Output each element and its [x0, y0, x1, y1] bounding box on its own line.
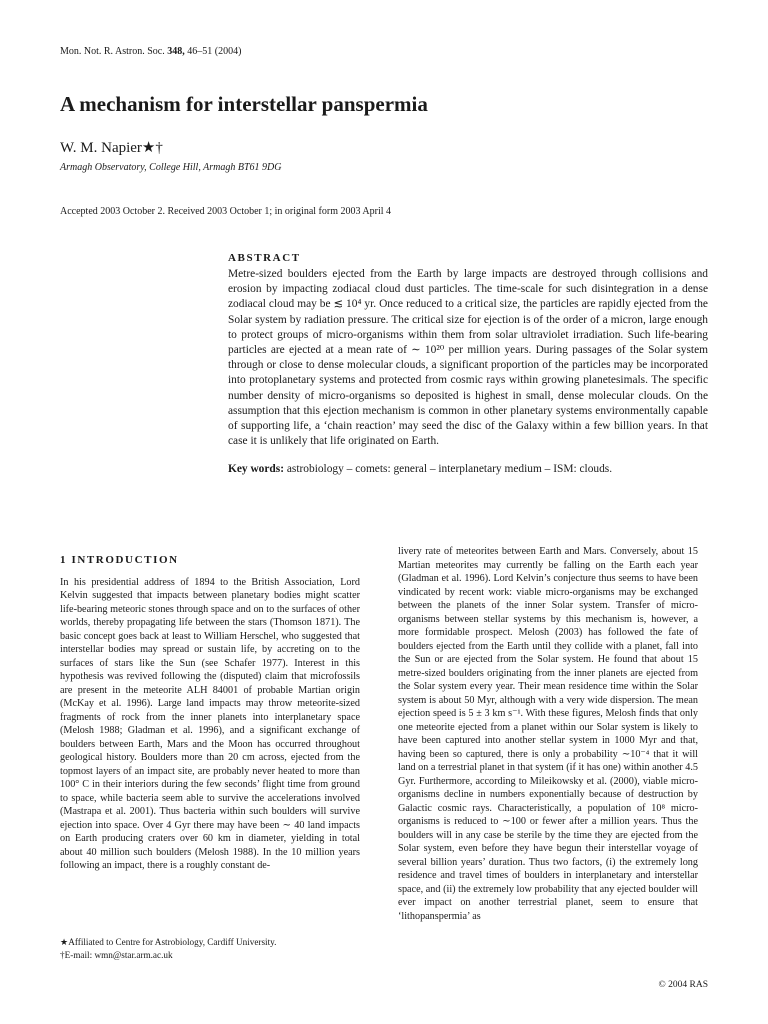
keywords-label: Key words:	[228, 463, 284, 476]
journal-reference	[60, 46, 241, 57]
author-name: W. M. Napier★†	[60, 140, 163, 156]
abstract-heading: ABSTRACT	[228, 252, 301, 264]
introduction-paragraph-right: livery rate of meteorites between Earth and Mars. Conversely, about 15 Martian meteorites may currently be falling on the Earth each year (Gladman et al. 1996). Lord Kelvin’s conjecture thus seems to have been vindicated by recent work: viable micro-organisms may be exchanged between the planets of the inner Solar system. Transfer of micro-organisms between stellar systems by this mechanism is, however, a more formidable prospect. Melosh (2003) has followed the fate of boulders ejected from the Earth until they collide with a planet, fall into the Sun or are ejected from the Solar system. He found that about 15 metre-sized boulders originating from the inner planets are ejected from the Solar system every year. Their mean residence time within the Solar system is about 50 Myr, although with a very wide dispersion. The mean ejection speed is 5 ± 3 km s⁻¹. With these figures, Melosh finds that only one meteorite ejected from a planet within our Solar system is likely to have been captured into another stellar system in 1000 Myr and that, having been so captured, there is only a probability ∼10⁻⁴ that it will land on a terrestrial planet in that system (if it has one) within another 4.5 Gyr. Furthermore, according to Mileikowsky et al. (2000), viable micro-organisms decline in numbers exponentially because of destruction by Galactic cosmic rays. Characteristically, a population of 10⁸ micro-organisms is reduced to ∼100 or fewer after a million years. Thus the boulders will in any case be sterile by the time they are ejected from the Solar system, even before they have begun their interstellar voyage of several billion years’ duration. Thus two factors, (i) the extremely long residence and travel times of boulders in interplanetary and interstellar space, and (ii) the extremely low probability that any ejected boulder will ever impact on another terrestrial planet, seem to ensure that ‘lithopanspermia’ as	[398, 546, 698, 922]
journal-volume: 348,	[167, 46, 185, 57]
journal-name: Mon. Not. R. Astron. Soc.	[60, 46, 165, 57]
keywords-text: astrobiology – comets: general – interplanetary medium – ISM: clouds.	[286, 463, 613, 476]
journal-pages: 46–51 (2004)	[187, 46, 242, 57]
section-heading-introduction: 1 INTRODUCTION	[60, 554, 179, 566]
left-column	[60, 554, 360, 873]
paper-title: A mechanism for interstellar panspermia	[60, 92, 428, 116]
author-affiliation: Armagh Observatory, College Hill, Armagh BT61 9DG	[60, 162, 282, 173]
abstract-section	[228, 252, 708, 477]
right-column	[398, 545, 698, 923]
abstract-text: Metre-sized boulders ejected from the Earth by large impacts are destroyed through collisions and erosion by impacting zodiacal cloud dust particles. The time-scale for such disintegration in a dense zodiacal cloud may be ≲ 10⁴ yr. Once reduced to a critical size, the particles are rapidly ejected from the Solar system by radiation pressure. The critical size for ejection is of the order of a micron, large enough to protect groups of micro-organisms within them from solar ultraviolet irradiation. Such life-bearing particles are ejected at a mean rate of ∼ 10²⁰ per million years. During passages of the Solar system through or close to dense molecular clouds, a significant proportion of the particles may be incorporated into protoplanetary systems and protected from cosmic rays within growing planetesimals. The specific number density of micro-organisms so deposited is highest in small, dense molecular clouds. On the assumption that this ejection mechanism is common in other planetary systems environmentally capable of supporting life, a ‘chain reaction’ may seed the disc of the Galaxy within a few billion years. In that case it is unlikely that life originated on Earth.	[228, 268, 708, 448]
footnotes	[60, 936, 360, 961]
introduction-paragraph-left: In his presidential address of 1894 to the British Association, Lord Kelvin suggested that impacts between planetary bodies might scatter life-bearing meteoric stones through space and on to the surfaces of other worlds, thereby propagating life between the stars (Thomson 1871). The basic concept goes back at least to William Herschel, who suggested that interstellar bodies may spread or sustain life, by accreting on to the surfaces of stars like the Sun (see Schafer 1977). Interest in this hypothesis was revived following the (disputed) claim that microfossils are present in the meteorite ALH 84001 of probable Martian origin (McKay et al. 1996). Large land impacts may throw meteorite-sized fragments of rock from the inner planets into interplanetary space (Melosh 1988; Gladman et al. 1996), and a significant exchange of boulders between Earth, Mars and the Moon has occurred throughout geological history. Boulders more than 20 cm across, ejected from the topmost layers of an impact site, are probably never heated to more than 100° C in their interiors during the few seconds’ flight time from ground to space, while bacteria seem able to survive the accelerations involved (Mastrapa et al. 2001). Thus bacteria within such boulders will survive ejection into space. Over 4 Gyr there may have been ∼ 40 land impacts on Earth producing craters over 60 km in diameter, yielding in total about 40 million such boulders (Melosh 1988). In the 10 million years following an impact, there is a roughly constant de-	[60, 576, 360, 871]
keywords	[228, 462, 708, 477]
footnote-email: †E-mail: wmn@star.arm.ac.uk	[60, 949, 173, 960]
copyright-notice: © 2004 RAS	[658, 980, 708, 990]
submission-dates: Accepted 2003 October 2. Received 2003 October 1; in original form 2003 April 4	[60, 206, 392, 217]
footnote-affiliation: ★Affiliated to Centre for Astrobiology, Cardiff University.	[60, 937, 277, 947]
